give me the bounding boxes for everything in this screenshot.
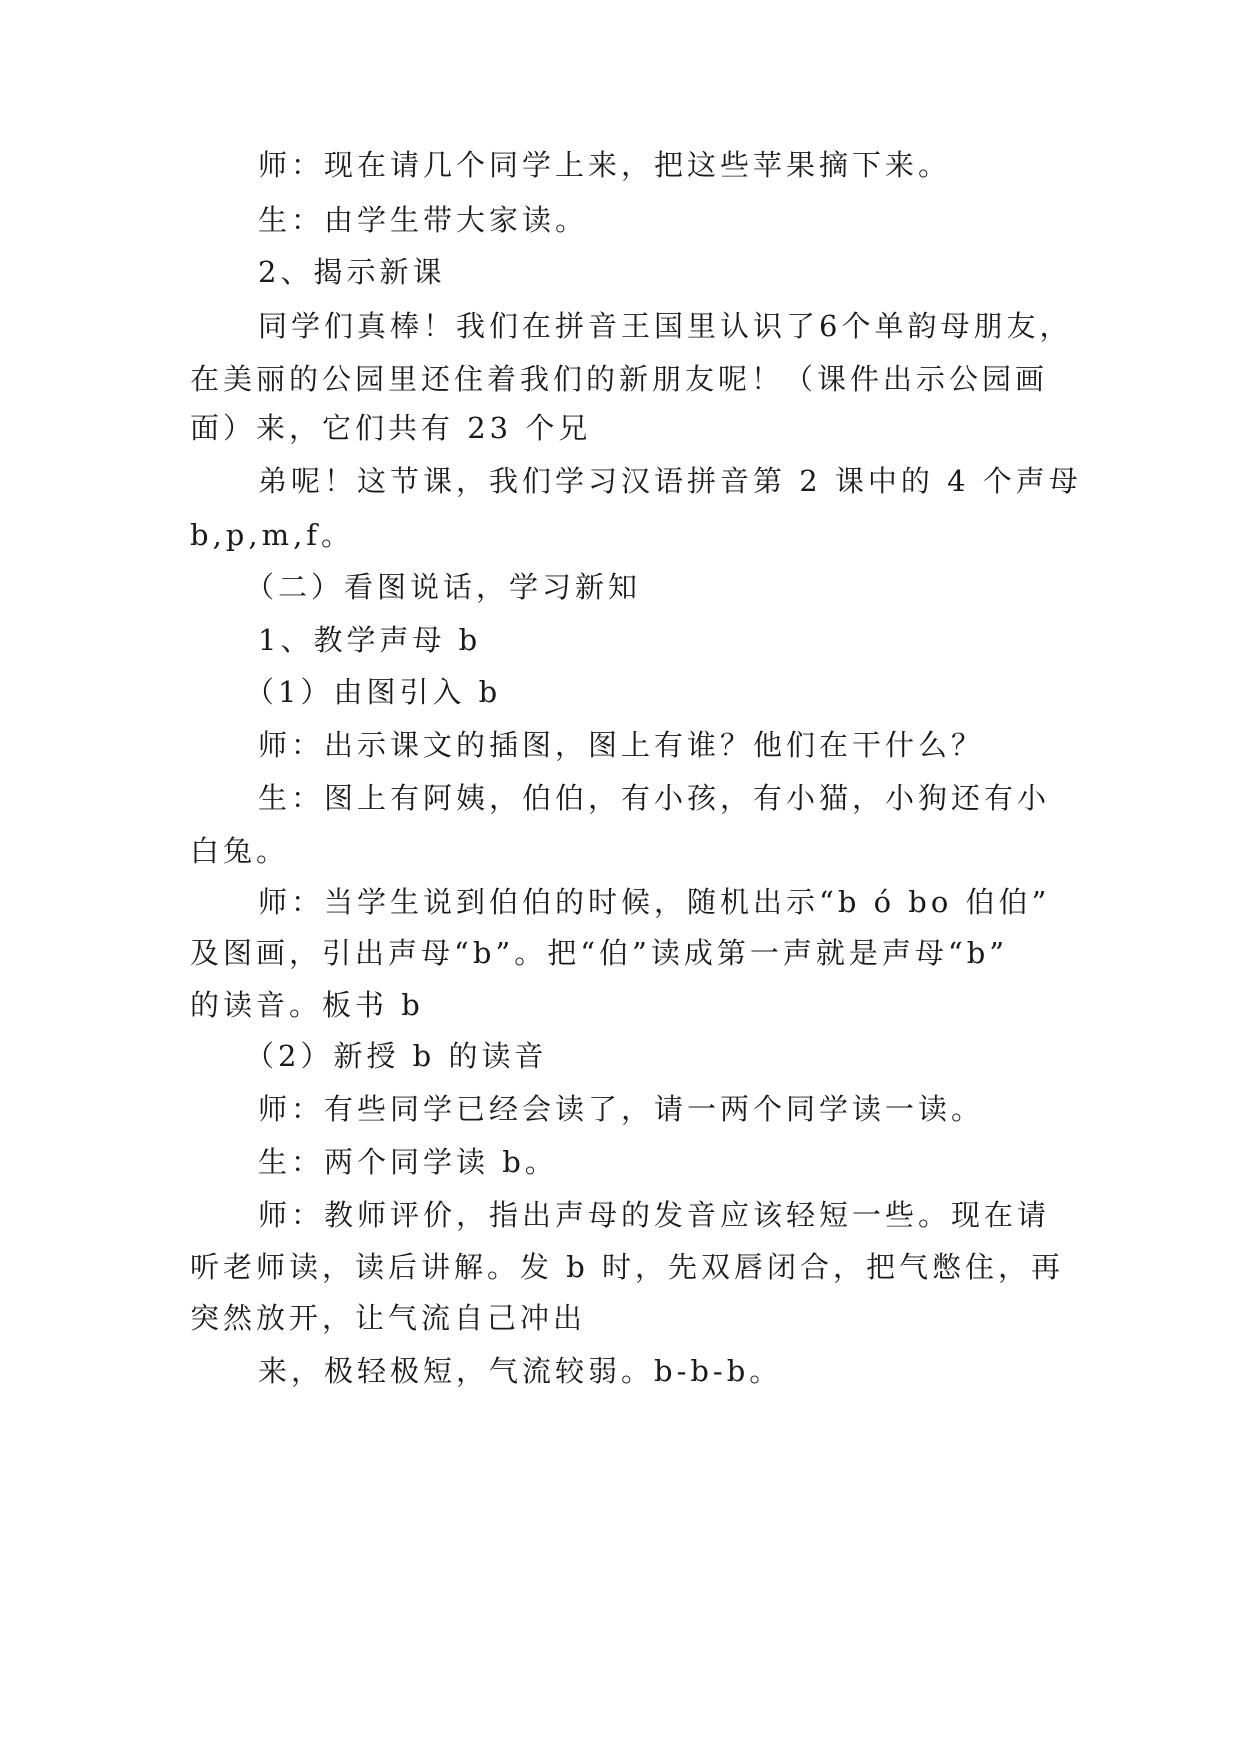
text-line: 突然放开，让气流自己冲出 xyxy=(190,1301,587,1335)
section-heading: （2）新授 b 的读音 xyxy=(245,1039,548,1073)
text-line: 生：由学生带大家读。 xyxy=(258,203,589,237)
text-line: 师：出示课文的插图，图上有谁？他们在干什么？ xyxy=(258,728,985,762)
text-line: 白兔。 xyxy=(190,834,290,868)
section-heading: 2、揭示新课 xyxy=(258,255,446,289)
text-line: 师：现在请几个同学上来，把这些苹果摘下来。 xyxy=(258,148,952,182)
text-line: 同学们真棒！我们在拼音王国里认识了6个单韵母朋友， xyxy=(258,309,1073,343)
text-line: 师：有些同学已经会读了，请一两个同学读一读。 xyxy=(258,1092,985,1126)
section-heading: （二）看图说话，学习新知 xyxy=(245,570,642,604)
text-line: 生：两个同学读 b。 xyxy=(258,1145,558,1179)
text-line: 弟呢！这节课，我们学习汉语拼音第 2 课中的 4 个声母 xyxy=(258,464,1082,498)
text-line: 的读音。板书 b xyxy=(190,988,424,1022)
text-line: 生：图上有阿姨，伯伯，有小孩，有小猫，小狗还有小 xyxy=(258,781,1051,815)
text-line: 来，极轻极短，气流较弱。b-b-b。 xyxy=(258,1354,783,1388)
section-heading: （1）由图引入 b xyxy=(245,675,502,709)
text-line: b,p,m,f。 xyxy=(190,518,355,552)
text-line: 听老师读，读后讲解。发 b 时，先双唇闭合，把气憋住，再 xyxy=(190,1250,1065,1284)
text-line: 师：教师评价，指出声母的发音应该轻短一些。现在请 xyxy=(258,1198,1051,1232)
text-line: 在美丽的公园里还住着我们的新朋友呢！（课件出示公园画 xyxy=(190,362,1049,396)
text-line: 师：当学生说到伯伯的时候，随机出示“b ó bo 伯伯” xyxy=(258,885,1051,919)
section-heading: 1、教学声母 b xyxy=(258,623,482,657)
text-line: 面）来，它们共有 23 个兄 xyxy=(190,411,592,445)
text-line: 及图画，引出声母“b”。把“伯”读成第一声就是声母“b” xyxy=(190,936,1009,970)
